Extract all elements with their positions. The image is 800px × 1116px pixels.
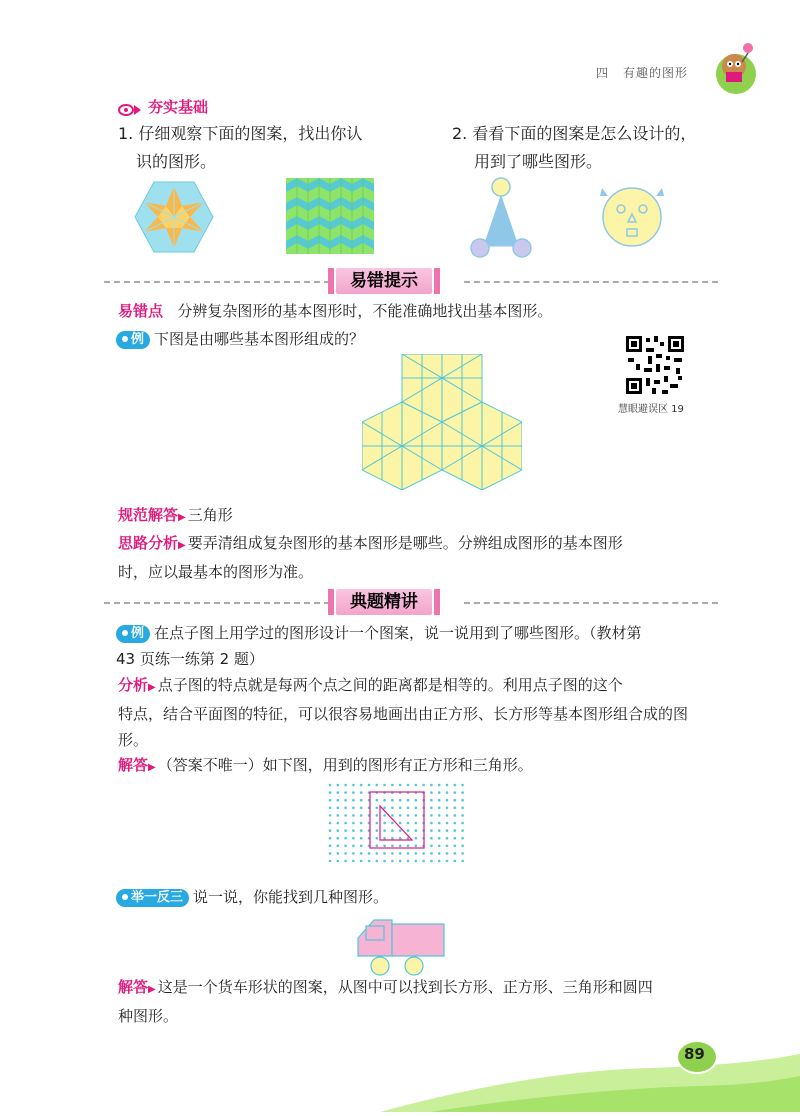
grid-dot — [399, 807, 402, 810]
grid-dot — [454, 845, 457, 848]
grid-dot — [407, 829, 410, 832]
triangle-composite-figure — [362, 354, 522, 494]
banner-common-mistakes: 易错提示 — [336, 268, 432, 294]
grid-dot — [407, 814, 410, 817]
grid-dot — [344, 814, 347, 817]
grid-dot — [391, 829, 394, 832]
grid-dot — [461, 845, 464, 848]
grid-dot — [383, 852, 386, 855]
grid-dot — [446, 845, 449, 848]
grid-dot — [446, 822, 449, 825]
grid-dot — [438, 852, 441, 855]
grid-dot — [329, 822, 332, 825]
grid-dot — [391, 852, 394, 855]
grid-dot — [383, 822, 386, 825]
grid-dot — [360, 814, 363, 817]
grid-dot — [352, 791, 355, 794]
grid-dot — [454, 852, 457, 855]
grid-dot — [415, 852, 418, 855]
grid-dot — [368, 860, 371, 863]
grid-dot — [376, 860, 379, 863]
mistake-point: 易错点 分辨复杂图形的基本图形时，不能准确地找出基本图形。 — [118, 302, 553, 320]
grid-dot — [337, 807, 340, 810]
face-circle-figure — [598, 180, 666, 252]
divider — [104, 602, 330, 604]
grid-dot — [376, 814, 379, 817]
practice-tag: 举一反三 — [116, 889, 189, 907]
grid-dot — [430, 860, 433, 863]
divider — [104, 281, 330, 283]
standard-answer: 规范解答▶ 三角形 — [118, 506, 233, 524]
grid-dot — [352, 814, 355, 817]
grid-dot — [337, 791, 340, 794]
grid-dot — [391, 814, 394, 817]
grid-dot — [368, 784, 371, 787]
grid-dot — [376, 837, 379, 840]
chapter-title: 有趣的图形 — [622, 66, 688, 80]
grid-dot — [430, 837, 433, 840]
grid-dot — [454, 829, 457, 832]
grid-dot — [352, 837, 355, 840]
grid-dot — [344, 852, 347, 855]
grid-dot — [391, 822, 394, 825]
grid-dot — [399, 814, 402, 817]
grid-dot — [352, 784, 355, 787]
grid-dot — [360, 791, 363, 794]
grid-dot — [438, 799, 441, 802]
grid-dot — [399, 799, 402, 802]
grid-dot — [329, 791, 332, 794]
grid-dot — [391, 860, 394, 863]
dot-grid-figure — [326, 782, 466, 868]
grid-dot — [438, 845, 441, 848]
grid-dot — [438, 807, 441, 810]
grid-dot — [383, 799, 386, 802]
grid-dot — [407, 845, 410, 848]
grid-dot — [329, 814, 332, 817]
grid-dot — [352, 822, 355, 825]
grid-dot — [399, 852, 402, 855]
grid-dot — [344, 822, 347, 825]
question-1: 1. 仔细观察下面的图案，找出你认 识的图形。 — [118, 124, 363, 171]
grid-dot — [461, 829, 464, 832]
grid-dot — [461, 822, 464, 825]
example-tag: 例 — [116, 331, 150, 349]
grid-dot — [446, 807, 449, 810]
mascot-icon — [712, 40, 760, 96]
practice-prompt: 举一反三 说一说，你能找到几种图形。 — [116, 884, 388, 910]
grid-dot — [329, 829, 332, 832]
grid-dot — [383, 829, 386, 832]
grid-dot — [329, 860, 332, 863]
grid-dot — [337, 784, 340, 787]
grid-dot — [399, 829, 402, 832]
grid-dot — [376, 799, 379, 802]
grid-dot — [383, 845, 386, 848]
grid-dot — [438, 837, 441, 840]
grid-dot — [344, 860, 347, 863]
grid-dot — [407, 807, 410, 810]
grid-dot — [438, 822, 441, 825]
grid-dot — [329, 837, 332, 840]
grid-dot — [438, 784, 441, 787]
grid-dot — [454, 860, 457, 863]
grid-dot — [383, 837, 386, 840]
grid-dot — [430, 829, 433, 832]
grid-dot — [376, 822, 379, 825]
grid-dot — [383, 860, 386, 863]
grid-dot — [329, 799, 332, 802]
grid-dot — [446, 860, 449, 863]
grid-dot — [407, 822, 410, 825]
grid-dot — [337, 822, 340, 825]
grid-dot — [376, 784, 379, 787]
grid-dot — [337, 837, 340, 840]
grid-dot — [344, 829, 347, 832]
grid-dot — [461, 852, 464, 855]
grid-dot — [430, 845, 433, 848]
grid-dot — [329, 845, 332, 848]
question-2: 2. 看看下面的图案是怎么设计的， 用到了哪些图形。 — [452, 124, 697, 171]
grid-dot — [344, 799, 347, 802]
grid-dot — [352, 807, 355, 810]
grid-dot — [360, 822, 363, 825]
grid-dot — [407, 784, 410, 787]
grid-dot — [337, 845, 340, 848]
answer-2: 解答▶ （答案不唯一）如下图，用到的图形有正方形和三角形。 — [118, 756, 533, 774]
grid-dot — [446, 852, 449, 855]
grid-dot — [438, 791, 441, 794]
zigzag-pattern-figure — [286, 178, 374, 258]
grid-dot — [391, 799, 394, 802]
grid-dot — [415, 860, 418, 863]
grid-dot — [399, 860, 402, 863]
grid-dot — [329, 852, 332, 855]
grid-dot — [446, 784, 449, 787]
grid-dot — [446, 837, 449, 840]
answer-3: 解答▶ 这是一个货车形状的图案，从图中可以找到长方形、正方形、三角形和圆四 种图形。 — [118, 978, 653, 1025]
grid-dot — [438, 814, 441, 817]
example-prompt: 例 下图是由哪些基本图形组成的？ — [116, 326, 364, 352]
grid-dot — [399, 784, 402, 787]
truck-figure — [356, 918, 446, 982]
grid-dot — [461, 860, 464, 863]
grid-dot — [368, 852, 371, 855]
grid-dot — [461, 807, 464, 810]
grid-dot — [360, 784, 363, 787]
grid-dot — [430, 784, 433, 787]
grid-dot — [407, 852, 410, 855]
qr-caption: 慧眼避误区 19 — [618, 404, 684, 415]
grid-dot — [454, 784, 457, 787]
grid-dot — [344, 845, 347, 848]
grid-dot — [360, 837, 363, 840]
grid-dot — [391, 837, 394, 840]
grid-dot — [376, 845, 379, 848]
grid-dot — [352, 799, 355, 802]
grid-dot — [329, 807, 332, 810]
grid-dot — [454, 791, 457, 794]
grid-dot — [461, 837, 464, 840]
grid-dot — [407, 860, 410, 863]
grid-dot — [337, 829, 340, 832]
grid-dot — [461, 784, 464, 787]
triangle-circles-figure — [470, 176, 532, 264]
grid-dot — [344, 837, 347, 840]
grid-dot — [415, 829, 418, 832]
grid-dot — [430, 822, 433, 825]
hexagon-star-figure — [134, 180, 214, 258]
grid-dot — [430, 807, 433, 810]
grid-dot — [422, 852, 425, 855]
banner-classic-examples: 典题精讲 — [336, 589, 432, 615]
grid-dot — [415, 837, 418, 840]
running-header — [596, 64, 688, 81]
grid-dot — [360, 807, 363, 810]
grid-dot — [391, 784, 394, 787]
eye-icon — [118, 102, 142, 114]
grid-dot — [430, 791, 433, 794]
grid-dot — [430, 852, 433, 855]
grid-dot — [461, 791, 464, 794]
grid-dot — [344, 807, 347, 810]
grid-dot — [415, 784, 418, 787]
grid-dot — [430, 814, 433, 817]
grid-dot — [360, 799, 363, 802]
grid-dot — [360, 845, 363, 848]
qr-code[interactable] — [624, 334, 686, 400]
grid-dot — [446, 829, 449, 832]
grid-dot — [337, 799, 340, 802]
grid-dot — [376, 807, 379, 810]
grid-dot — [383, 807, 386, 810]
grid-dot — [360, 829, 363, 832]
grid-dot — [446, 791, 449, 794]
grid-dot — [415, 822, 418, 825]
grid-dot — [360, 860, 363, 863]
grid-dot — [337, 852, 340, 855]
grid-dot — [422, 784, 425, 787]
grid-dot — [454, 807, 457, 810]
grid-dot — [352, 829, 355, 832]
grid-dot — [376, 852, 379, 855]
grid-dot — [337, 814, 340, 817]
grid-dot — [337, 860, 340, 863]
grid-dot — [438, 860, 441, 863]
example-2: 例 在点子图上用学过的图形设计一个图案，说一说用到了哪些图形。（教材第 43 页练一练第 2 题） — [116, 624, 642, 668]
grid-dot — [454, 837, 457, 840]
grid-dot — [344, 791, 347, 794]
grid-dot — [430, 799, 433, 802]
grid-dot — [407, 799, 410, 802]
example-tag: 例 — [116, 625, 150, 643]
grid-dot — [391, 807, 394, 810]
divider — [464, 281, 718, 283]
grid-dot — [415, 799, 418, 802]
grid-dot — [454, 799, 457, 802]
grid-dot — [344, 784, 347, 787]
grid-dot — [352, 845, 355, 848]
grid-dot — [352, 852, 355, 855]
grid-dot — [391, 845, 394, 848]
grid-dot — [454, 822, 457, 825]
chapter-number: 四 — [595, 66, 609, 80]
grid-dot — [454, 814, 457, 817]
grid-dot — [446, 814, 449, 817]
analysis-paragraph: 思路分析▶ 要弄清组成复杂图形的基本图形是哪些。分辨组成图形的基本图形 时，应以最基本的图形为准。 — [118, 534, 623, 581]
grid-dot — [415, 814, 418, 817]
grid-dot — [383, 814, 386, 817]
grid-dot — [399, 845, 402, 848]
grid-dot — [415, 845, 418, 848]
divider — [464, 602, 718, 604]
grid-dot — [360, 852, 363, 855]
grid-dot — [399, 837, 402, 840]
grid-dot — [422, 860, 425, 863]
grid-dot — [352, 860, 355, 863]
grid-dot — [399, 822, 402, 825]
section-title-basics: 夯实基础 — [118, 96, 208, 117]
page-number: 89 — [684, 1045, 705, 1063]
grid-dot — [415, 807, 418, 810]
footer-wave — [0, 1030, 800, 1116]
analysis-2: 分析▶ 点子图的特点就是每两个点之间的距离都是相等的。利用点子图的这个 特点，结合平面图的特征，可以很容易地画出由正方形、长方形等基本图形组合成的图 形。 — [118, 676, 689, 749]
grid-dot — [438, 829, 441, 832]
grid-dot — [329, 784, 332, 787]
grid-dot — [461, 799, 464, 802]
grid-dot — [461, 814, 464, 817]
grid-dot — [383, 784, 386, 787]
grid-dot — [446, 799, 449, 802]
grid-dot — [376, 829, 379, 832]
